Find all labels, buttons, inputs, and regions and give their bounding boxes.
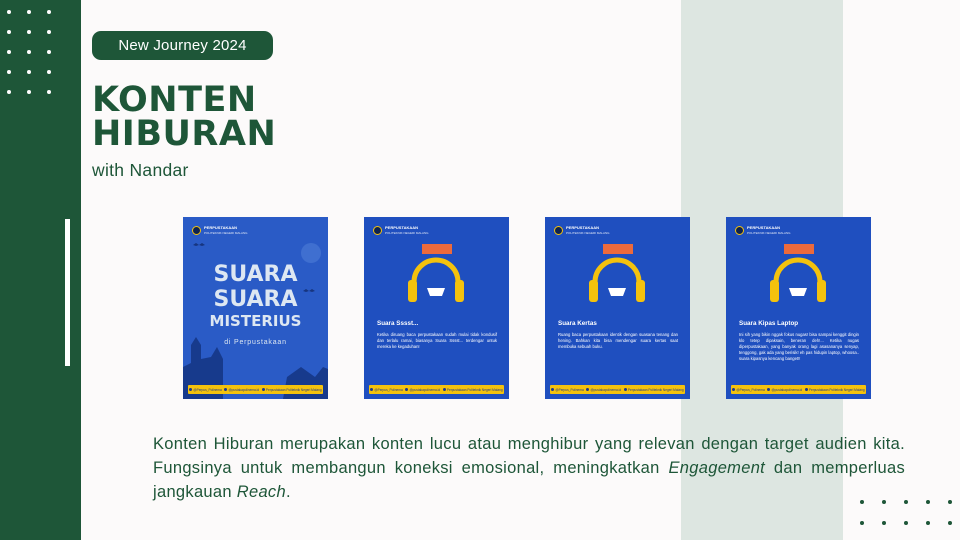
card-header (554, 226, 610, 235)
library-logo-icon (373, 226, 382, 235)
content-card-suara-kertas[interactable] (545, 217, 690, 399)
library-logo-icon (735, 226, 744, 235)
content-card-cover[interactable] (183, 217, 328, 399)
footer-item: @pustakapolinema.id (224, 388, 259, 392)
card-org-name: PERPUSTAKAAN (747, 225, 781, 230)
description-emphasis-engagement: Engagement (668, 459, 766, 477)
card-text: Ini sih yang bikin nggak fokus nugas! bisa sampai kenggit dingin klo tetep dipaksain, beneran deh!... Ketika nugas diperpustakaan, yang banyak orang lagi asasananya senyap, tenggong, gak ada yang berisik! eh pas hidupin laptop, whoosa.. suara kipasnya kencang banget!! (739, 332, 859, 361)
card-text: Ruang baca perpustakaan identik dengan suasana tenang dan hening. Bahkan kita bisa mendengar suara kertas saat membuka sebuah buku. (558, 332, 678, 349)
card-org-sub: POLITEKNIK NEGERI MALANG (385, 230, 429, 235)
footer-item: @Perpus_Polinema (551, 388, 583, 392)
content-card-suara-kipas-laptop[interactable] (726, 217, 871, 399)
cover-line-2: SUARA (213, 287, 298, 312)
cover-line-1: SUARA (213, 262, 298, 287)
description-part-1: Konten Hiburan merupakan konten lucu atau menghibur yang relevan dengan target audien kita. Fungsinya untuk membangun koneksi emosional, meningkatkan (153, 435, 905, 477)
title-line-1: KONTEN (92, 80, 257, 120)
footer-item: Perpustakaan Politeknik Negeri Malang (262, 388, 322, 392)
card-org-sub: POLITEKNIK NEGERI MALANG (747, 230, 791, 235)
footer-item: Perpustakaan Politeknik Negeri Malang (805, 388, 865, 392)
page-title (92, 80, 277, 154)
headphones-icon (770, 244, 826, 306)
card-org-name: PERPUSTAKAAN (566, 225, 600, 230)
headphones-icon (408, 244, 464, 306)
footer-item: @Perpus_Polinema (189, 388, 221, 392)
dot-pattern-top-left (7, 10, 51, 94)
description-part-2: dan memperluas jangkauan (153, 459, 906, 501)
footer-item: Perpustakaan Politeknik Negeri Malang (624, 388, 684, 392)
footer-item: @pustakapolinema.id (767, 388, 802, 392)
content-card-suara-sssst[interactable] (364, 217, 509, 399)
card-footer (369, 385, 504, 394)
card-org-sub: POLITEKNIK NEGERI MALANG (204, 230, 248, 235)
cover-subtitle: di Perpustakaan (224, 339, 287, 346)
card-org-sub: POLITEKNIK NEGERI MALANG (566, 230, 610, 235)
description-emphasis-reach: Reach (236, 483, 286, 501)
description-part-3: . (285, 483, 291, 501)
description-text (153, 432, 905, 504)
card-heading: Suara Sssst... (377, 320, 419, 327)
page-subtitle: with Nandar (92, 160, 189, 180)
library-logo-icon (554, 226, 563, 235)
footer-item: @Perpus_Polinema (370, 388, 402, 392)
title-line-2: HIBURAN (92, 114, 277, 154)
vertical-accent-line (65, 219, 70, 366)
headphones-icon (589, 244, 645, 306)
card-org-name: PERPUSTAKAAN (204, 225, 238, 230)
card-text: Ketika diruang baca perpustakaan sudah mulai tidak kondusif dan terlalu ramai, biasanya Suara Sssst... terdengar untuk mereka ke kegaduhan! (377, 332, 497, 349)
card-footer (731, 385, 866, 394)
card-heading: Suara Kipas Laptop (739, 320, 799, 327)
card-header (735, 226, 791, 235)
card-org-name: PERPUSTAKAAN (385, 225, 419, 230)
footer-item: @pustakapolinema.id (586, 388, 621, 392)
cover-title (183, 262, 328, 330)
card-footer (188, 385, 323, 394)
card-heading: Suara Kertas (558, 320, 597, 327)
card-header (373, 226, 429, 235)
footer-item: Perpustakaan Politeknik Negeri Malang (443, 388, 503, 392)
dot-pattern-bottom-right (860, 500, 952, 525)
cover-line-3: MISTERIUS (209, 312, 302, 330)
card-footer (550, 385, 685, 394)
footer-item: @Perpus_Polinema (732, 388, 764, 392)
year-badge: New Journey 2024 (92, 31, 273, 60)
footer-item: @pustakapolinema.id (405, 388, 440, 392)
